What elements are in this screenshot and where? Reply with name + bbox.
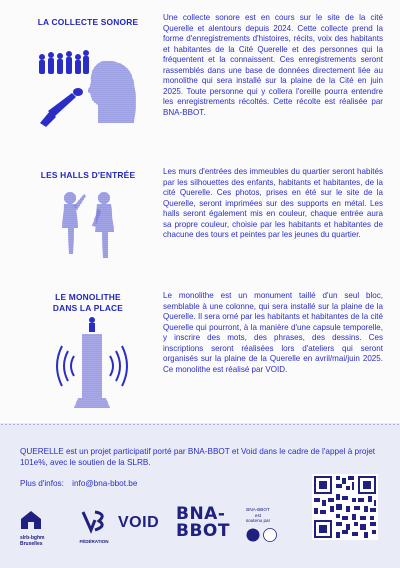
bna-bbot-logo [176, 506, 230, 540]
federation-emblem-icon [79, 508, 109, 534]
slrb-logo [20, 510, 62, 547]
bna-logo-line1: BNA- [176, 504, 226, 524]
contact-email-link[interactable]: info@bna-bbot.be [72, 479, 138, 488]
slrb-text-1: slrb-bghm [20, 535, 45, 541]
section-title-line2: DANS LA PLACE [52, 303, 124, 313]
section-text: Les murs d'entrées des immeubles du quartier seront habités par les silhouettes des enfants, habitants et habitantes, de la cité Querelle. Ces photos, prises en été sur le site de la Querelle, seront imprimées sur des supports en métal. Les halls seront également mis en couleur, chaque entrée aura sa propre couleur, choisie par les habitants et habitantes de chacune des tours et peintes par les jeunes du quartier. [163, 167, 383, 240]
support-note [240, 507, 276, 524]
section-title: LA COLLECTE SONORE [37, 17, 139, 27]
section-text: Une collecte sonore est en cours sur le site de la cité Querelle et alentours depuis 2024. Cette collecte prend la forme d'enregistrements d'histoires, récits, voix des habitants et habitantes de la Cité Querelle et des personnes qui la fréquentent et la connaissent. Ces enregistrements seront rassemblés dans une base de données directement liée au monolithe qui sera installé sur la plaine de la Cité en juin 2025. Toute personne qui y collera l'oreille pourra entendre les enregistrements récoltés. Cette récolte est réalisée par BNA-BBOT. [163, 13, 383, 117]
section-title [20, 292, 156, 314]
section-text: Le monolithe est un monument taillé d'un seul bloc, semblable à une colonne, qui sera installé sur la plaine de la Querelle. Il sera orné par les habitants et habitantes de la cité Querelle qui pourront, à la manière d'une capsule temporelle, y inscrire des mots, des phrases, des dessins. Ces inscriptions seront réalisées lors d'ateliers qui seront organisés sur la plaine de la Querelle en avril/mai/juin 2025. Ce monolithe est réalisé par VOID. [163, 291, 383, 374]
federation-logo [72, 508, 116, 545]
dotted-divider [0, 423, 400, 426]
children-silhouettes-illustration [54, 186, 134, 266]
void-logo: VOID [118, 514, 160, 531]
support-note-line2: est [254, 512, 262, 518]
support-note-line1: BNA-BBOT [246, 507, 270, 512]
more-info-label: Plus d'infos: [20, 479, 64, 488]
qr-code[interactable] [312, 474, 378, 540]
federation-text: FÉDÉRATION [79, 539, 109, 544]
bna-logo-line2: BBOT [176, 521, 230, 541]
section-title-line1: LE MONOLITHE [55, 292, 121, 302]
house-icon [20, 510, 42, 530]
monolith-illustration [52, 316, 132, 416]
supporter-badges-icon [246, 528, 280, 542]
section-title: LES HALLS D'ENTRÉE [40, 170, 136, 180]
support-logos [246, 528, 280, 547]
slrb-text-2: Bruxelles [20, 541, 43, 547]
support-note-line3: soutenu par [245, 518, 271, 524]
project-intro: QUERELLE est un projet participatif porté par BNA-BBOT et Void dans le cadre de l'appel à projet 101e%, avec le soutien de la SLRB. [20, 447, 376, 467]
more-info-line [20, 478, 137, 489]
listening-crowd-illustration [34, 31, 144, 141]
